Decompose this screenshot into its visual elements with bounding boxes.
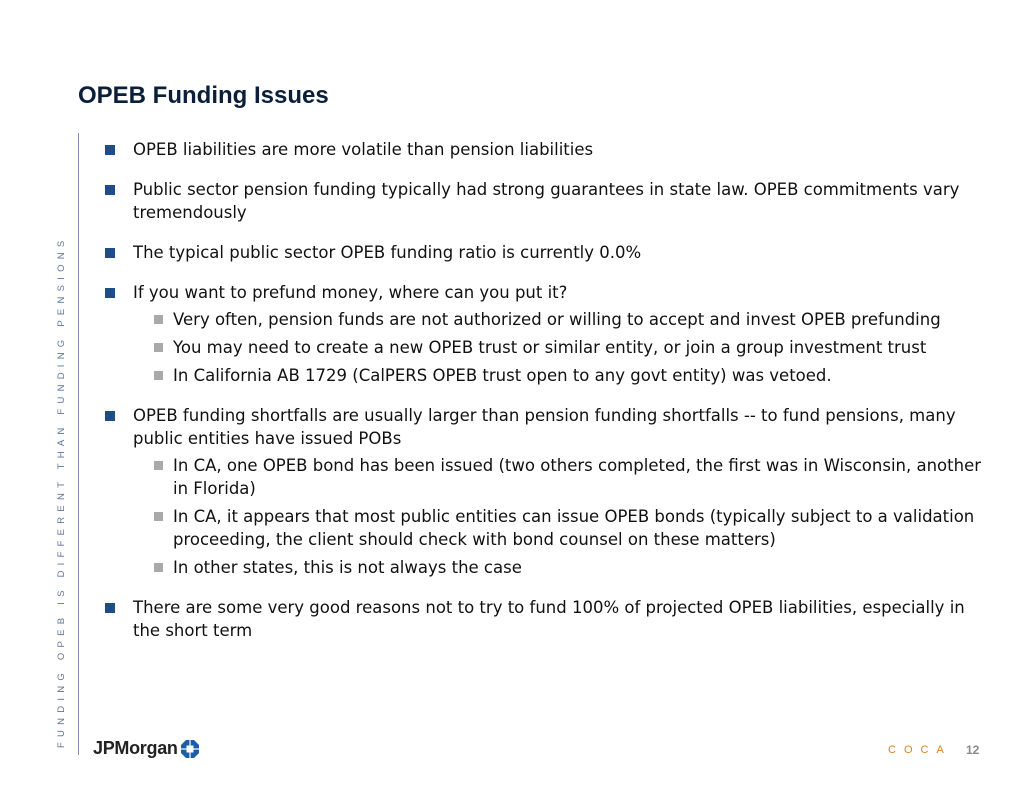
bullet-item [104,404,984,579]
sub-bullet-item [133,556,984,579]
octagon-logo-icon [181,740,199,758]
vertical-divider [78,133,79,755]
sub-bullet-square-icon [154,371,163,380]
logo-text: JPMorgan [93,738,178,758]
sub-bullet-square-icon [154,563,163,572]
jpmorgan-logo [93,738,199,759]
bullet-item [104,178,984,224]
page-number: 12 [966,743,980,757]
sub-bullet-item [133,308,984,331]
bullet-item [104,241,984,264]
sub-bullet-text: In CA, one OPEB bond has been issued (two others completed, the first was in Wisconsin, another in Florida) [173,456,982,498]
bullet-item [104,281,984,387]
bullet-square-icon [105,145,115,155]
bullet-square-icon [105,603,115,613]
bullet-text: The typical public sector OPEB funding ratio is currently 0.0% [133,243,642,262]
sub-bullet-text: In CA, it appears that most public entities can issue OPEB bonds (typically subject to a validation proceeding, the client should check with bond counsel on these matters) [173,507,975,549]
bullet-text: Public sector pension funding typically had strong guarantees in state law. OPEB commitments vary tremendously [133,180,960,222]
slide-title: OPEB Funding Issues [78,82,329,109]
bullet-text: There are some very good reasons not to try to fund 100% of projected OPEB liabilities, especially in the short term [133,598,965,640]
bullet-square-icon [105,288,115,298]
bullet-item [104,138,984,161]
sub-bullet-list [133,308,984,387]
bullet-text: OPEB funding shortfalls are usually larger than pension funding shortfalls -- to fund pensions, many public entities have issued POBs [133,406,956,448]
bullet-square-icon [105,185,115,195]
sub-bullet-list [133,454,984,579]
bullet-square-icon [105,248,115,258]
side-banner-text: FUNDING OPEB IS DIFFERENT THAN FUNDING PENSIONS [56,235,67,748]
sub-bullet-text: In other states, this is not always the case [173,558,522,577]
sub-bullet-item [133,336,984,359]
bullet-square-icon [105,411,115,421]
sub-bullet-text: Very often, pension funds are not authorized or willing to accept and invest OPEB prefunding [173,310,941,329]
sub-bullet-item [133,505,984,551]
sub-bullet-item [133,364,984,387]
sub-bullet-text: In California AB 1729 (CalPERS OPEB trust open to any govt entity) was vetoed. [173,366,832,385]
footer-code: COCA [888,744,952,756]
sub-bullet-square-icon [154,343,163,352]
bullet-text: OPEB liabilities are more volatile than pension liabilities [133,140,594,159]
sub-bullet-square-icon [154,512,163,521]
sub-bullet-square-icon [154,461,163,470]
bullet-text: If you want to prefund money, where can you put it? [133,283,568,302]
sub-bullet-text: You may need to create a new OPEB trust or similar entity, or join a group investment trust [173,338,927,357]
sub-bullet-item [133,454,984,500]
bullet-item [104,596,984,642]
bullet-list [104,138,984,659]
sub-bullet-square-icon [154,315,163,324]
